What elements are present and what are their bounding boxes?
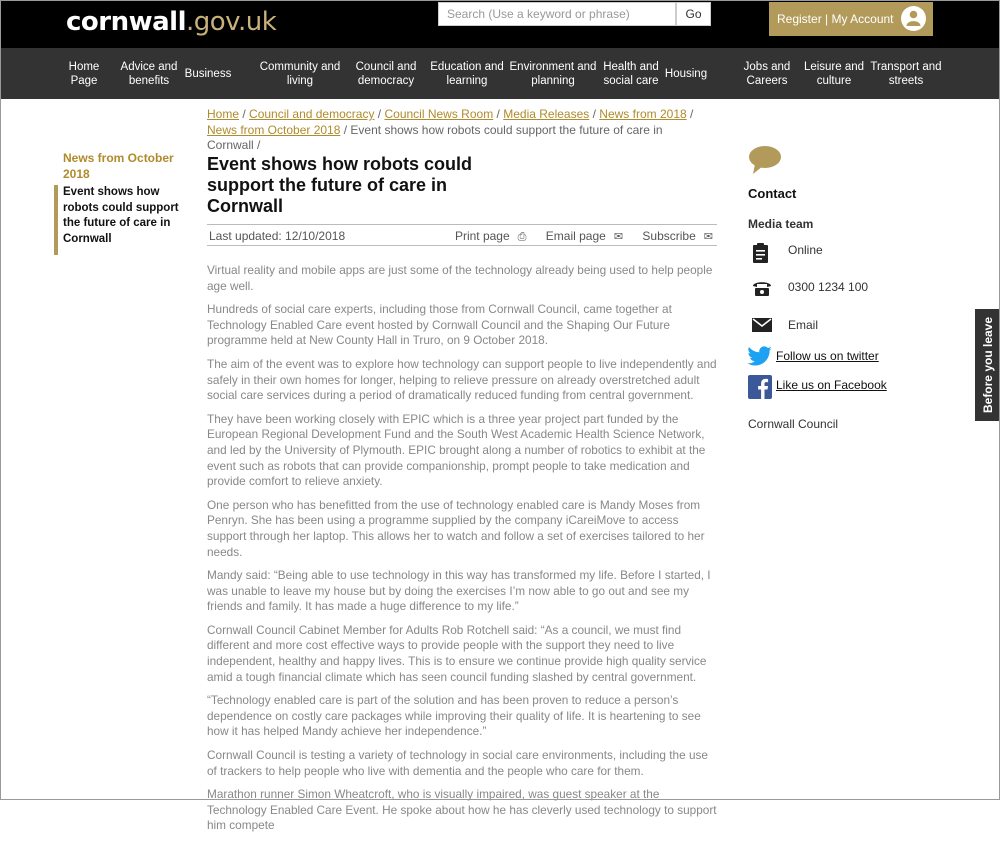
account-button[interactable]: [769, 2, 933, 36]
facebook-link-label: Like us on Facebook: [776, 378, 887, 392]
print-page-label: Print page: [454, 229, 510, 243]
before-you-leave-label: Before you leave: [980, 316, 995, 414]
before-you-leave-tab[interactable]: [975, 309, 1000, 421]
twitter-icon: [748, 355, 772, 369]
page-actions: [439, 229, 713, 244]
email-page-link[interactable]: [538, 229, 623, 243]
facebook-icon: [748, 388, 772, 402]
breadcrumb-news-room[interactable]: Council News Room: [384, 107, 494, 121]
twitter-link-label: Follow us on twitter: [776, 349, 879, 363]
printer-icon: ⎙: [517, 231, 527, 243]
article-paragraph: Cornwall Council is testing a variety of technology in social care environments, including the use of trackers to help people who live with dementia and the people who care for them.: [207, 748, 708, 778]
contact-phone-label: 0300 1234 100: [788, 280, 869, 294]
contact-email[interactable]: [752, 318, 819, 335]
telephone-icon: [752, 286, 772, 300]
main-nav: [0, 48, 1000, 99]
nav-council-democracy[interactable]: Council and democracy: [355, 60, 417, 87]
account-label: Register | My Account: [777, 12, 894, 26]
breadcrumb-separator: /: [496, 107, 500, 121]
twitter-link[interactable]: [748, 346, 879, 369]
nav-transport-streets[interactable]: Transport and streets: [870, 60, 942, 87]
print-page-link[interactable]: [447, 229, 527, 243]
search-go-button[interactable]: Go: [676, 2, 711, 26]
nav-advice-benefits[interactable]: Advice and benefits: [120, 60, 178, 87]
breadcrumb-separator: /: [343, 122, 348, 137]
user-icon: [901, 6, 926, 31]
article-paragraph: “Technology enabled care is part of the solution and has been proven to reduce a person’s dependence on costly care packages while improving their quality of life. It is heartening to see how it has helped Mandy achieve her independence.”: [207, 693, 701, 739]
subscribe-label: Subscribe: [642, 229, 696, 243]
article-paragraph: The aim of the event was to explore how technology can support people to live independently and safely in their own homes for longer, helping to relieve pressure on already overstretched adult social care services during a period of dramatically reduced funding from central government.: [207, 356, 717, 403]
breadcrumb-separator: /: [377, 107, 382, 121]
breadcrumb-media-releases[interactable]: Media Releases: [503, 107, 590, 121]
contact-online[interactable]: [752, 243, 823, 267]
nav-leisure-culture[interactable]: Leisure and culture: [803, 60, 865, 87]
breadcrumb-current: Event shows how robots could support the future of care in Cornwall: [207, 122, 663, 152]
breadcrumb-separator: /: [592, 107, 596, 121]
envelope-icon: ✉: [703, 231, 713, 243]
logo-main: cornwall: [66, 7, 186, 37]
nav-community-living[interactable]: Community and living: [259, 60, 341, 87]
article-paragraph: They have been working closely with EPIC which is a three year project part funded by the European Regional Development Fund and the South West Academic Health Science Network, and led by the University of Plymouth. EPIC brought along a number of robotics to exhibit at the event such as robots that can provide companionship, prompt people to take medication and provide comfort to relieve anxiety.: [207, 411, 706, 489]
breadcrumb: [207, 107, 707, 154]
page-title: Event shows how robots could support the future of care in Cornwall: [207, 154, 473, 216]
breadcrumb-separator: /: [242, 107, 246, 121]
contact-subheading: Media team: [748, 217, 814, 231]
logo-suffix: .gov.uk: [186, 7, 277, 37]
clipboard-icon: [752, 253, 769, 267]
search-input[interactable]: Search (Use a keyword or phrase): [438, 2, 676, 26]
breadcrumb-council-democracy[interactable]: Council and democracy: [249, 107, 375, 121]
nav-business[interactable]: Business: [184, 67, 232, 80]
nav-health-social-care[interactable]: Health and social care: [603, 60, 659, 87]
contact-heading: Contact: [748, 186, 797, 201]
article-paragraph: Cornwall Council Cabinet Member for Adults Rob Rotchell said: “As a council, we must find different and more cost effective ways to provide people with the support they need to live independent, healthy and happy lives. This is to ensure we continue provide high quality service amid a tough financial climate which has seen council funding slashed by central government.: [207, 622, 707, 684]
breadcrumb-separator: /: [257, 138, 261, 152]
email-page-label: Email page: [545, 229, 606, 243]
article-paragraph: Marathon runner Simon Wheatcroft, who is visually impaired, was guest speaker at the Technology Enabled Care Event. He spoke about how he has cleverly used technology to support him compete: [207, 787, 717, 833]
contact-phone[interactable]: [752, 280, 869, 300]
subscribe-link[interactable]: [634, 229, 713, 243]
nav-education-learning[interactable]: Education and learning: [430, 60, 504, 87]
envelope-icon: [752, 321, 772, 335]
organisation-name: Cornwall Council: [748, 417, 839, 431]
site-header: [0, 0, 1000, 48]
article-paragraph: Virtual reality and mobile apps are just some of the technology already being used to help people age well.: [207, 263, 713, 293]
breadcrumb-news-2018[interactable]: News from 2018: [599, 107, 687, 121]
envelope-icon: ✉: [613, 231, 624, 243]
nav-jobs-careers[interactable]: Jobs and Careers: [743, 60, 791, 87]
article-meta-bar: [207, 224, 717, 246]
article-paragraph: Hundreds of social care experts, including those from Cornwall Council, came together at Technology Enabled Care event hosted by Cornwall Council and the Shaping Our Future programme held at New County Hall in Truro, on 9 October 2018.: [207, 302, 672, 348]
article-paragraph: Mandy said: “Being able to use technology in this way has transformed my life. Before I started, I was unable to leave my house but by doing the exercises I’m now able to go out and see my friends and family. It has made a huge difference to my life.”: [207, 568, 711, 614]
speech-bubble-icon: [747, 145, 783, 179]
last-updated: Last updated: 12/10/2018: [209, 229, 346, 243]
sidebar-parent-link[interactable]: News from October 2018: [63, 151, 174, 181]
site-logo[interactable]: [66, 7, 276, 37]
nav-housing[interactable]: Housing: [664, 67, 708, 80]
sidebar-current-item[interactable]: Event shows how robots could support the future of care in Cornwall: [54, 185, 184, 255]
contact-online-label: Online: [788, 243, 823, 257]
breadcrumb-home[interactable]: Home: [207, 107, 240, 121]
nav-environment-planning[interactable]: Environment and planning: [509, 60, 597, 87]
breadcrumb-separator: /: [690, 107, 694, 121]
breadcrumb-news-october-2018[interactable]: News from October 2018: [207, 122, 341, 137]
article-body: [207, 263, 719, 842]
facebook-link[interactable]: [748, 375, 887, 402]
nav-home[interactable]: Home Page: [68, 60, 100, 87]
contact-email-label: Email: [788, 318, 819, 332]
article-paragraph: One person who has benefitted from the use of technology enabled care is Mandy Moses from Penryn. She has been using a programme supplied by the company iCareiMove to access support through her laptop. This allows her to watch and follow a set of exercises tailored to her needs.: [207, 497, 705, 559]
